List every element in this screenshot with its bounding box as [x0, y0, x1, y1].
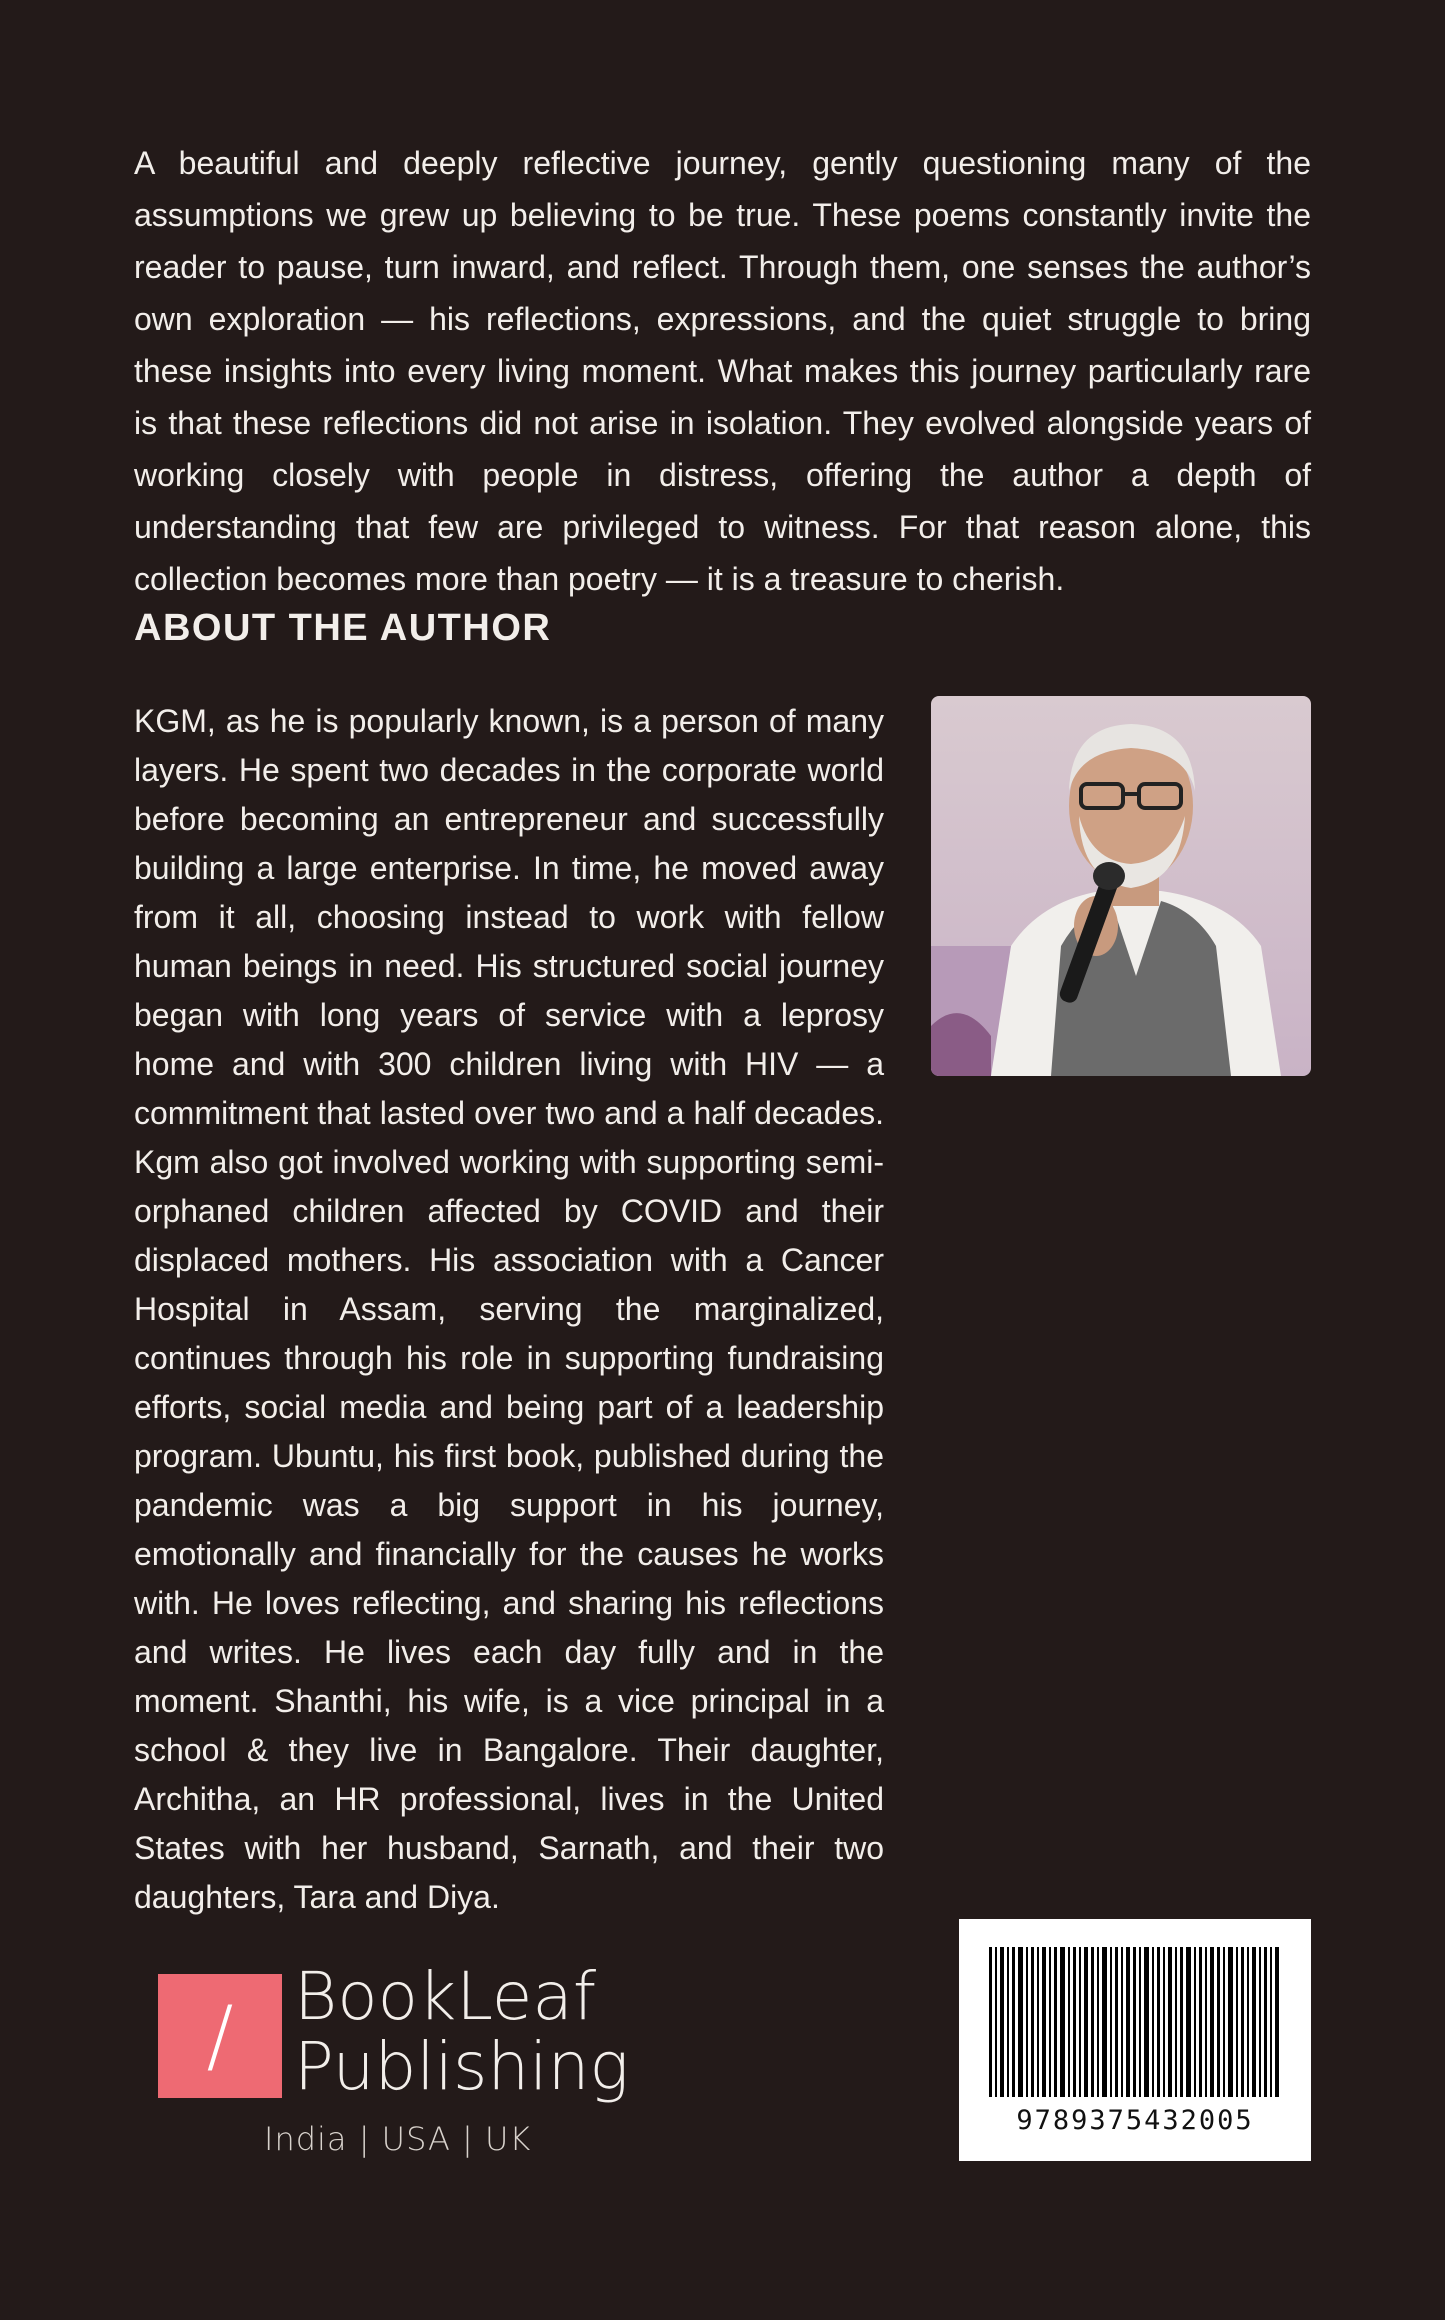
publisher-logo-mark — [158, 1974, 282, 2098]
publisher-name-line1: BookLeaf — [294, 1958, 597, 2035]
author-biography: KGM, as he is popularly known, is a person of many layers. He spent two decades in the corporate world before becoming an entrepreneur and successfully building a large enterprise. In time, he moved away from it all, choosing instead to work with fellow human beings in need. His structured social journey began with long years of service with a leprosy home and with 300 children living with HIV — a commitment that lasted over two and a half decades. Kgm also got involved working with supporting semi-orphaned children affected by COVID and their displaced mothers. His association with a Cancer Hospital in Assam, serving the marginalized, continues through his role in supporting fundraising efforts, social media and being part of a leadership program. Ubuntu, his first book, published during the pandemic was a big support in his journey, emotionally and financially for the causes he works with. He loves reflecting, and sharing his reflections and writes. He lives each day fully and in the moment. Shanthi, his wife, is a vice principal in a school & they live in Bangalore. Their daughter, Architha, an HR professional, lives in the United States with her husband, Sarnath, and their two daughters, Tara and Diya. — [134, 703, 884, 1915]
publisher-name-line2: Publishing — [294, 2028, 630, 2105]
logo-slash: / — [206, 1989, 234, 2082]
publisher-logo-wordmark — [294, 1958, 630, 2105]
publisher-regions: India | USA | UK — [264, 2120, 532, 2158]
author-photo — [931, 696, 1311, 1076]
barcode-bars — [989, 1947, 1281, 2097]
about-the-author-heading: ABOUT THE AUTHOR — [134, 607, 552, 649]
back-cover-blurb: A beautiful and deeply reflective journey, gently questioning many of the assumptions we grew up believing to be true. These poems constantly invite the reader to pause, turn inward, and reflect. Through them, one senses the author’s own exploration — his reflections, expressions, and the quiet struggle to bring these insights into every living moment. What makes this journey particularly rare is that these reflections did not arise in isolation. They evolved alongside years of working closely with people in distress, offering the author a depth of understanding that few are privileged to witness. For that reason alone, this collection becomes more than poetry — it is a treasure to cherish. — [134, 145, 1311, 597]
isbn-number: 9789375432005 — [1016, 2105, 1254, 2136]
isbn-barcode — [959, 1919, 1311, 2161]
